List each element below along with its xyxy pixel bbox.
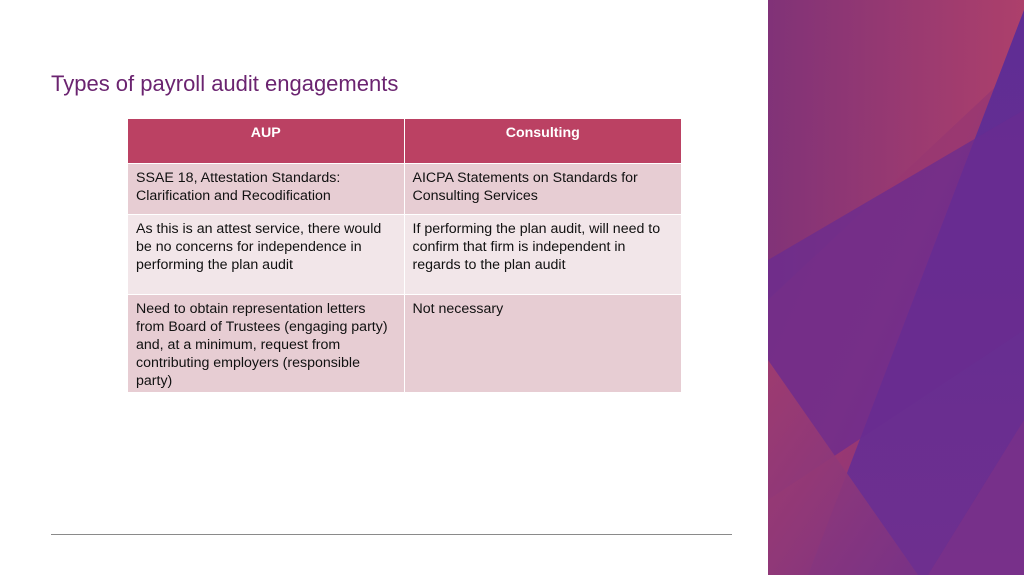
decorative-gradient-shapes xyxy=(768,0,1024,575)
footer-divider xyxy=(51,534,732,535)
column-header-consulting: Consulting xyxy=(404,119,681,163)
slide-title: Types of payroll audit engagements xyxy=(51,70,399,96)
table-cell: AICPA Statements on Standards for Consulting Services xyxy=(404,163,681,214)
table-cell: If performing the plan audit, will need to confirm that firm is independent in regards to the plan audit xyxy=(404,214,681,294)
table-row xyxy=(128,163,681,214)
table-cell: As this is an attest service, there would be no concerns for independence in performing the plan audit xyxy=(128,214,404,294)
column-header-aup: AUP xyxy=(128,119,404,163)
table-cell: Not necessary xyxy=(404,294,681,392)
table-cell: Need to obtain representation letters from Board of Trustees (engaging party) and, at a minimum, request from contributing employers (responsible party) xyxy=(128,294,404,392)
table-row xyxy=(128,214,681,294)
table-cell: SSAE 18, Attestation Standards: Clarification and Recodification xyxy=(128,163,404,214)
table-row xyxy=(128,294,681,392)
table-header-row xyxy=(128,119,681,163)
decorative-side-panel xyxy=(768,0,1024,575)
comparison-table xyxy=(128,119,681,392)
